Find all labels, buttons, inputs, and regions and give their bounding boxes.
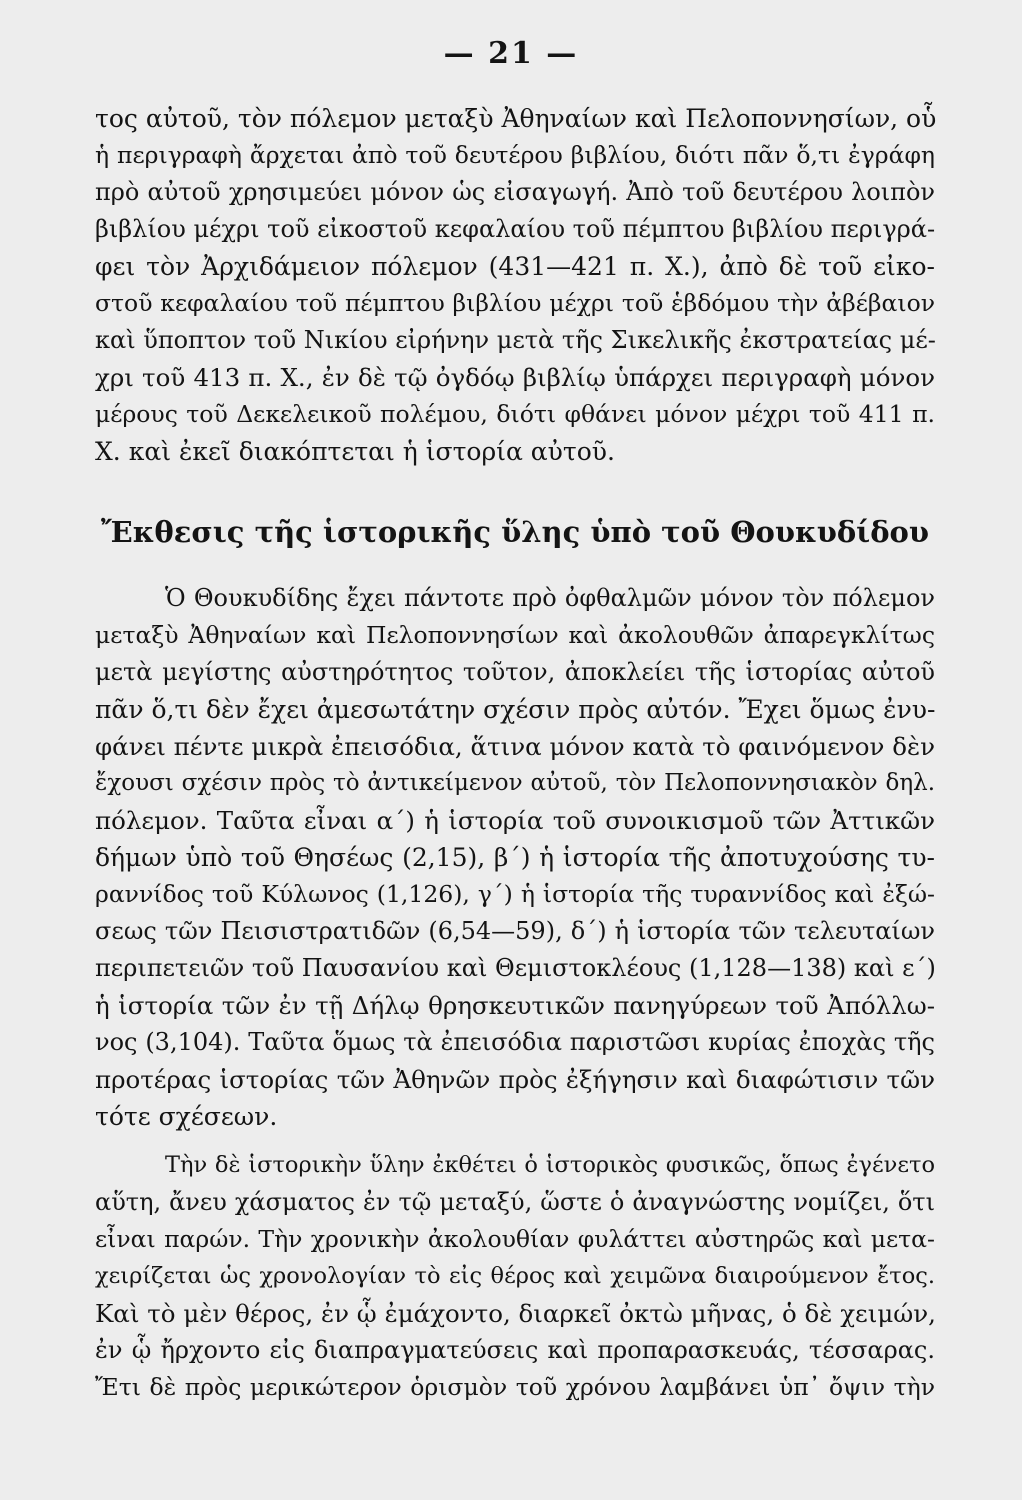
text-line: τότε σχέσεων. — [95, 1102, 278, 1131]
text-line: αὕτη, ἄνευ χάσματος ἐν τῷ μεταξύ, ὥστε ὁ ἀναγνώστης νομίζει, ὅτι — [95, 1188, 935, 1216]
text-line: μετὰ μεγίστης αὐστηρότητος τοῦτον, ἀποκλείει τῆς ἱστορίας αὐτοῦ — [95, 658, 935, 686]
text-line: πρὸ αὐτοῦ χρησιμεύει μόνον ὡς εἰσαγωγή. Ἀπὸ τοῦ δευτέρου λοιπὸν — [95, 178, 935, 206]
text-line: Χ. καὶ ἐκεῖ διακόπτεται ἡ ἱστορία αὐτοῦ. — [95, 437, 615, 466]
text-line: ἡ ἱστορία τῶν ἐν τῇ Δήλῳ θρησκευτικῶν πανηγύρεων τοῦ Ἀπόλλω- — [95, 991, 935, 1020]
page-number: — 21 — — [443, 36, 579, 71]
text-line: φει τὸν Ἀρχιδάμειον πόλεμον (431—421 π. Χ.), ἀπὸ δὲ τοῦ εἰκο- — [95, 252, 935, 281]
text-line: χρι τοῦ 413 π. Χ., ἐν δὲ τῷ ὀγδόῳ βιβλίῳ ὑπάρχει περιγραφὴ μόνον — [95, 363, 935, 392]
text-line: προτέρας ἱστορίας τῶν Ἀθηνῶν πρὸς ἐξήγησιν καὶ διαφώτισιν τῶν — [95, 1065, 935, 1094]
text-line: Ἔτι δὲ πρὸς μερικώτερον ὁρισμὸν τοῦ χρόνου λαμβάνει ὑπ᾽ ὄψιν τὴν — [95, 1373, 935, 1401]
text-line: περιπετειῶν τοῦ Παυσανίου καὶ Θεμιστοκλέους (1,128—138) καὶ ε΄) — [95, 954, 936, 982]
text-line: νος (3,104). Ταῦτα ὅμως τὰ ἐπεισόδια παριστῶσι κυρίας ἐποχὰς τῆς — [95, 1028, 935, 1056]
text-line: μέρους τοῦ Δεκελεικοῦ πολέμου, διότι φθάνει μόνον μέχρι τοῦ 411 π. — [95, 400, 935, 428]
section-heading: Ἔκθεσις τῆς ἱστορικῆς ὕλης ὑπὸ τοῦ Θουκυδίδου — [100, 515, 929, 549]
text-line: πόλεμον. Ταῦτα εἶναι α΄) ἡ ἱστορία τοῦ συνοικισμοῦ τῶν Ἀττικῶν — [95, 806, 935, 835]
text-line: βιβλίου μέχρι τοῦ εἰκοστοῦ κεφαλαίου τοῦ πέμπτου βιβλίου περιγρά- — [95, 215, 936, 243]
paragraph-1 — [95, 100, 935, 470]
text-line: καὶ ὕποπτον τοῦ Νικίου εἰρήνην μετὰ τῆς Σικελικῆς ἐκστρατείας μέ- — [95, 326, 936, 354]
text-line: μεταξὺ Ἀθηναίων καὶ Πελοποννησίων καὶ ἀκολουθῶν ἀπαρεγκλίτως — [95, 621, 935, 649]
text-line: στοῦ κεφαλαίου τοῦ πέμπτου βιβλίου μέχρι τοῦ ἑβδόμου τὴν ἀβέβαιον — [95, 289, 935, 317]
text-line: ἐν ᾧ ἤρχοντο εἰς διαπραγματεύσεις καὶ προπαρασκευάς, τέσσαρας. — [95, 1336, 935, 1364]
text-line: δήμων ὑπὸ τοῦ Θησέως (2,15), β΄) ἡ ἱστορία τῆς ἀποτυχούσης τυ- — [95, 843, 935, 872]
paragraph-3 — [95, 1147, 935, 1406]
text-line: ἔχουσι σχέσιν πρὸς τὸ ἀντικείμενον αὐτοῦ, τὸν Πελοποννησιακὸν δηλ. — [95, 770, 935, 796]
text-line: πᾶν ὅ,τι δὲν ἔχει ἀμεσωτάτην σχέσιν πρὸς αὐτόν. Ἔχει ὅμως ἐνυ- — [95, 695, 936, 724]
text-line: εἶναι παρών. Τὴν χρονικὴν ἀκολουθίαν φυλάττει αὐστηρῶς καὶ μετα- — [95, 1225, 935, 1253]
text-line: Τὴν δὲ ἱστορικὴν ὕλην ἐκθέτει ὁ ἱστορικὸς φυσικῶς, ὅπως ἐγένετο — [165, 1152, 935, 1178]
text-line: ραννίδος τοῦ Κύλωνος (1,126), γ΄) ἡ ἱστορία τῆς τυραννίδος καὶ ἐξώ- — [95, 880, 935, 908]
text-line: ἡ περιγραφὴ ἄρχεται ἀπὸ τοῦ δευτέρου βιβλίου, διότι πᾶν ὅ,τι ἐγράφη — [95, 141, 935, 169]
text-line: σεως τῶν Πεισιστρατιδῶν (6,54—59), δ΄) ἡ ἱστορία τῶν τελευταίων — [95, 917, 935, 945]
text-line: φάνει πέντε μικρὰ ἐπεισόδια, ἅτινα μόνον κατὰ τὸ φαινόμενον δὲν — [95, 732, 935, 761]
paragraph-2 — [95, 580, 935, 1135]
text-line: Ὁ Θουκυδίδης ἔχει πάντοτε πρὸ ὀφθαλμῶν μόνον τὸν πόλεμον — [165, 584, 935, 612]
text-line: τος αὐτοῦ, τὸν πόλεμον μεταξὺ Ἀθηναίων καὶ Πελοποννησίων, οὗ — [95, 104, 937, 133]
text-line: χειρίζεται ὡς χρονολογίαν τὸ εἰς θέρος καὶ χειμῶνα διαιρούμενον ἔτος. — [95, 1263, 935, 1289]
text-line: Καὶ τὸ μὲν θέρος, ἐν ᾧ ἐμάχοντο, διαρκεῖ ὀκτὼ μῆνας, ὁ δὲ χειμών, — [95, 1299, 936, 1328]
